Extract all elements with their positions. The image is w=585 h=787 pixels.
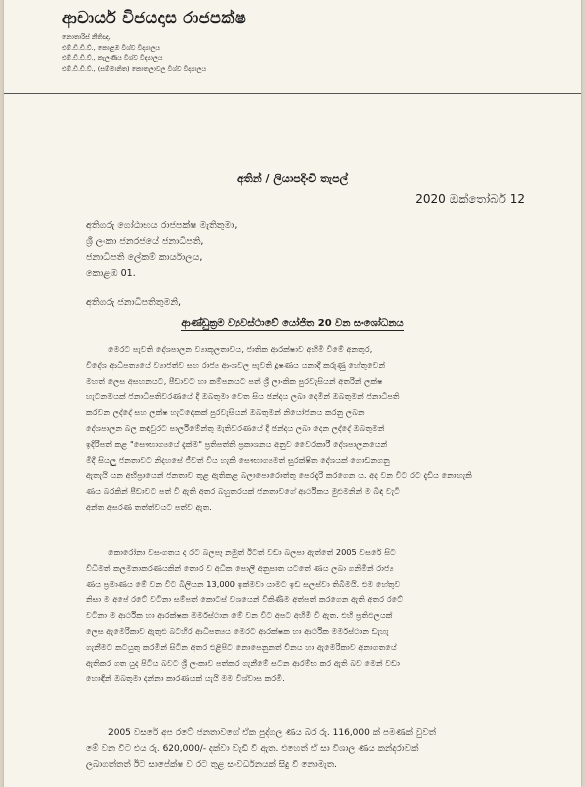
sender-name: ආචාර්ය විජයදාස රාජපක්ෂ (62, 8, 247, 27)
text-line: ණය බරකින් පීඩාවට පත් වී ඇති අතර බහුතරයක් ජනතාවගේ ආර්ථිකය මුළුමනින් ම බිඳ වැටී (86, 486, 400, 497)
text-line: කරවන ලද්දේ සහ ලක්ෂ හැටදෙකක් පුරවැසියන් ඔබතුමන් නියෝජනය කරනු ලබන (86, 407, 365, 418)
recipient-address (86, 218, 237, 282)
text-line: මෙරට පැවති දේශපාලන ව්‍යාකූලතාවය, ජාතික ආරක්ෂාව අහිමි වීමේ අනතුර, (108, 344, 373, 354)
body-paragraph-2 (86, 545, 531, 687)
text-line: ඉදිරිපත් කළ "සෞභාග්‍යයේ දැක්ම" ප්‍රතිපත්ති ප්‍රකාශනය අනුව වෛරකාරී දේශපාලනයෙන් (86, 438, 388, 449)
text-line: මහත් ලෙස අසහනයට, පීඩාවට හා කම්පනයට පත් ශ්‍රී ලාංකික පුරවැසියන් අතරින් ලක්ෂ (86, 375, 383, 386)
text-line: ලෙස ඇමෙරිකාව ඇතුළු බටහිර ආධිපත්‍යය මෙරට ආරක්ෂක හා ආර්ථික මර්මස්ථාන ඩැහැ (86, 625, 389, 636)
sender-qualification: එම්.ඩී.ඩී.ව්., කැලණිය විශ්ව විද්‍යාලය (62, 54, 163, 62)
salutation: අතිගරු ජනාධිපතිතුමනි, (86, 297, 182, 308)
address-line: අතිගරු ගෝඨාභය රාජපක්ෂ මැතිතුමා, (86, 220, 238, 231)
text-line: මේ වන විට එය රු. 620,000/- දක්වා වැඩි වී ඇත. එහෙත් ඒ සා විශාල ණය කන්දරාවක් (86, 743, 419, 754)
text-line: දේශපාලන බල කඳවුරට පාර්ලිමේන්තු මැතිවරණයේ දී ඡන්දය ලබා දෙන ලද්දේ ඔබතුමන් (86, 422, 385, 433)
text-line: හොඳින් ඔබතුමා දන්නා කාරණයක් යැයි මම විශ්වාස කරමි. (86, 673, 285, 684)
letterhead (62, 8, 482, 74)
text-line: ගැනීමට කටයුතු කරමින් සිටින අතර එළිපිට නොපෙනුනත් චීනය හා ඇමෙරිකාව අනාගතයේ (86, 641, 397, 652)
text-line: විදේශ ආධිපත්‍යයේ ව්‍යාජත්ව සහ රාජ්‍ය ආංශවල පැවති දූෂණය යනාදී කරුණු හේතුවෙන් (86, 359, 386, 370)
text-line: හැටනමයක් ජනාධිපතිවරණයේ දී ඔබතුමා වෙත සිය ඡන්දය ලබා දෙමින් ඔබතුමන් ජනාධිපති (86, 391, 400, 402)
text-line: කොරෝනා වසංගතය ද රට බලපෑ නමුත් ඊටත් වඩා බලපා ඇත්තේ 2005 වසරේ සිට (108, 547, 396, 557)
text-line: ඇතිකර ගත යුද පිටිය බවට ශ්‍රී ලංකාව පත්කර ගැනීමේ සටන ආරම්භ කර ඇති බව මෙන් වඩා (86, 657, 400, 668)
text-line: අන්ත අසරණ තත්ත්වයට පත්ව ඇත. (86, 501, 212, 512)
sender-qualification: නොතාරිස් නීතිඥ, (62, 33, 111, 41)
address-line: කොළඹ 01. (86, 268, 136, 279)
mail-type: අතින් / ලියාපදිංචි තැපල් (237, 172, 348, 185)
text-line: ලබාගත්තත් ඊට සාපේක්ෂ ව රට තුළ සංවර්ධනයක් සිදු වී නොමැත. (86, 759, 337, 770)
text-line: ණය ප්‍රමාණය මේ වන විට බිලියන 13,000 ඉක්මවා යාමට ඉඩ සලස්වා තිබීමයි. එම හේතුව (86, 578, 401, 589)
text-line: ඇතැයි යන අභිප්‍රායෙන් ජනතාව තුළ ඇතිකළ බලාපොරොත්තු පෙරදැරි කරගෙන ය. අද වන විට රට දැඩිය නොහැකි (86, 470, 472, 481)
text-line: 2005 වසරේ අප රටේ ජනතාවගේ ඒක පුද්ගල ණය බර රු. 116,000 ක් පමණක් වුවත් (108, 728, 436, 738)
sender-qualification: එම්.ඩී.ඩී.ව්., කොළඹ විශ්ව විද්‍යාලය (62, 43, 161, 52)
subject-heading (4, 318, 581, 329)
text-line: නිසා ම අපේ රටේ වටිනා සම්පත් කොටස් වශයෙන් විකිණීම අත්පත් කරගෙන ඇති අතර රටේ (86, 594, 404, 605)
text-line: මිදී සියලු ජනතාවට නිදහසේ ජීවත් විය හැකි සෞභාග්‍යමත් සුරක්ෂිත දේශයක් ගොඩනගනු (86, 454, 390, 465)
address-line: ජනාධිපති ලේකම් කාර්යාලය, (86, 252, 203, 263)
body-paragraph-3 (86, 726, 531, 773)
letterhead-divider (4, 93, 581, 94)
text-line: විධිමත් කලමනාකරණයකින් තොර ව අධික පොලී අනුපාත යටතේ ණය ලබා ගනිමින් රාජ්‍ය (86, 562, 394, 573)
body-paragraph-1 (86, 342, 531, 516)
address-line: ශ්‍රී ලංකා ජනරජයේ ජනාධිපති, (86, 236, 204, 247)
letter-page (4, 0, 581, 787)
subject-text: ආණ්ඩුක්‍රම ව්‍යවස්ථාවේ යෝජිත 20 වන සංශෝධනය (181, 318, 404, 329)
sender-qualification: එම්.ඩී.ඩී.ව්., (සම්මානිත) කොතලාවල විශ්ව විද්‍යාලය (62, 64, 207, 73)
letter-date: 2020 ඔක්තෝබර් 12 (415, 192, 525, 206)
text-line: වටිනා ම ආර්ථික හා ආරක්ෂක මර්මස්ථාන මේ වන විට අපට අහිමි වී ඇත. එහි ප්‍රතිඵලයක් (86, 610, 393, 621)
